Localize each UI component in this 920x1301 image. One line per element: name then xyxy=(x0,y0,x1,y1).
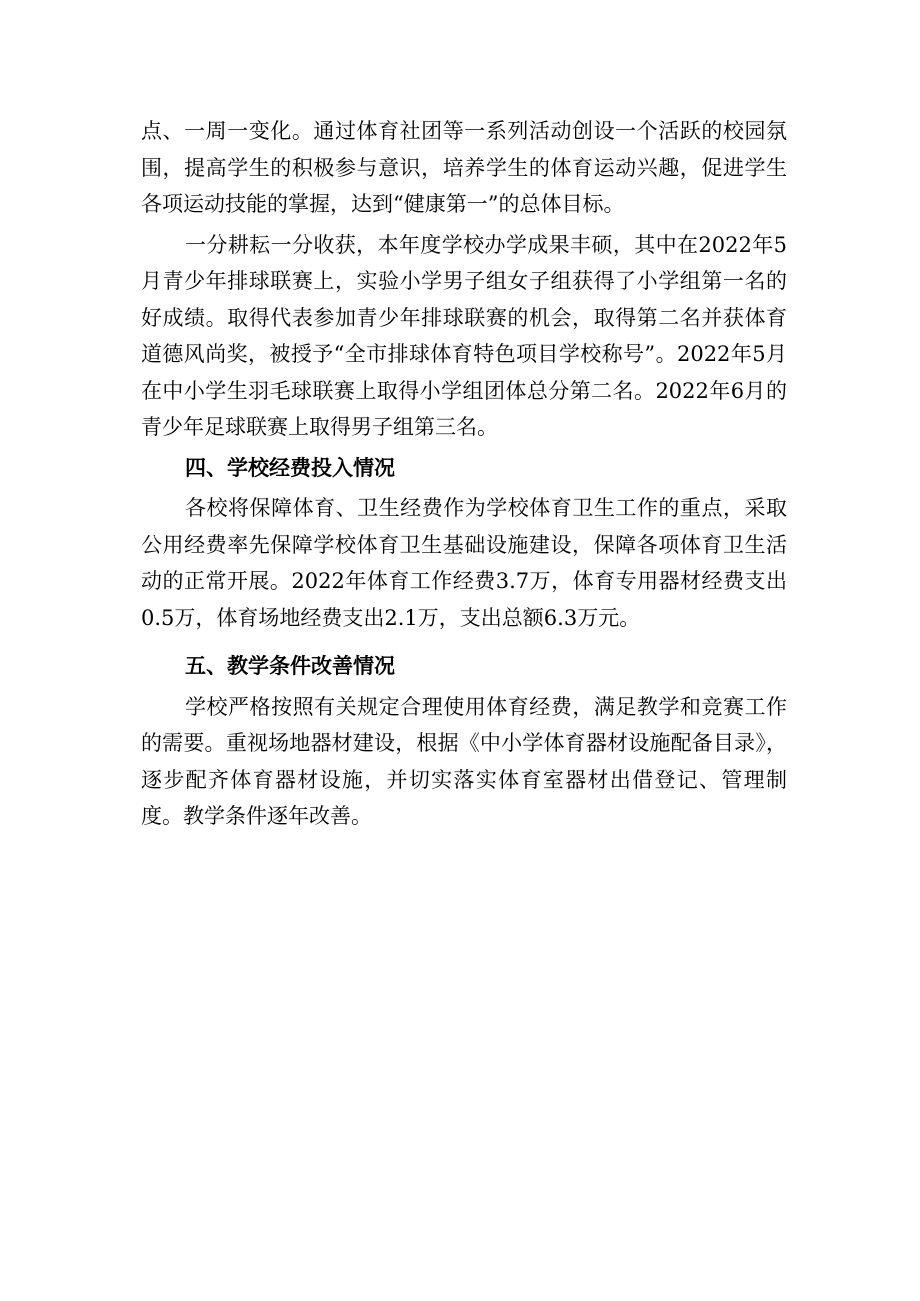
paragraph-funding-details: 各校将保障体育、卫生经费作为学校体育卫生工作的重点，采取公用经费率先保障学校体育卫生基础设施建设，保障各项体育卫生活动的正常开展。2022年体育工作经费3.7万，体育专用器材经费支出0.5万，体育场地经费支出2.1万，支出总额6.3万元。 xyxy=(141,496,787,630)
paragraph-achievements: 一分耕耘一分收获，本年度学校办学成果丰硕，其中在2022年5月青少年排球联赛上，实验小学男子组女子组获得了小学组第一名的好成绩。取得代表参加青少年排球联赛的机会，取得第二名并获体育道德风尚奖，被授予“全市排球体育特色项目学校称号”。2022年5月在中小学生羽毛球联赛上取得小学组团体总分第二名。2022年6月的青少年足球联赛上取得男子组第三名。 xyxy=(141,232,787,439)
heading-teaching-conditions: 五、教学条件改善情况 xyxy=(185,654,395,678)
paragraph-sports-clubs: 点、一周一变化。通过体育社团等一系列活动创设一个活跃的校园氛围，提高学生的积极参与意识，培养学生的体育运动兴趣，促进学生各项运动技能的掌握，达到“健康第一”的总体目标。 xyxy=(141,119,787,216)
paragraph-teaching-conditions: 学校严格按照有关规定合理使用体育经费，满足教学和竞赛工作的需要。重视场地器材建设，根据《中小学体育器材设施配备目录》，逐步配齐体育器材设施，并切实落实体育室器材出借登记、管理制度。教学条件逐年改善。 xyxy=(141,694,787,828)
heading-funding-investment: 四、学校经费投入情况 xyxy=(185,455,395,480)
document-body xyxy=(141,113,787,835)
